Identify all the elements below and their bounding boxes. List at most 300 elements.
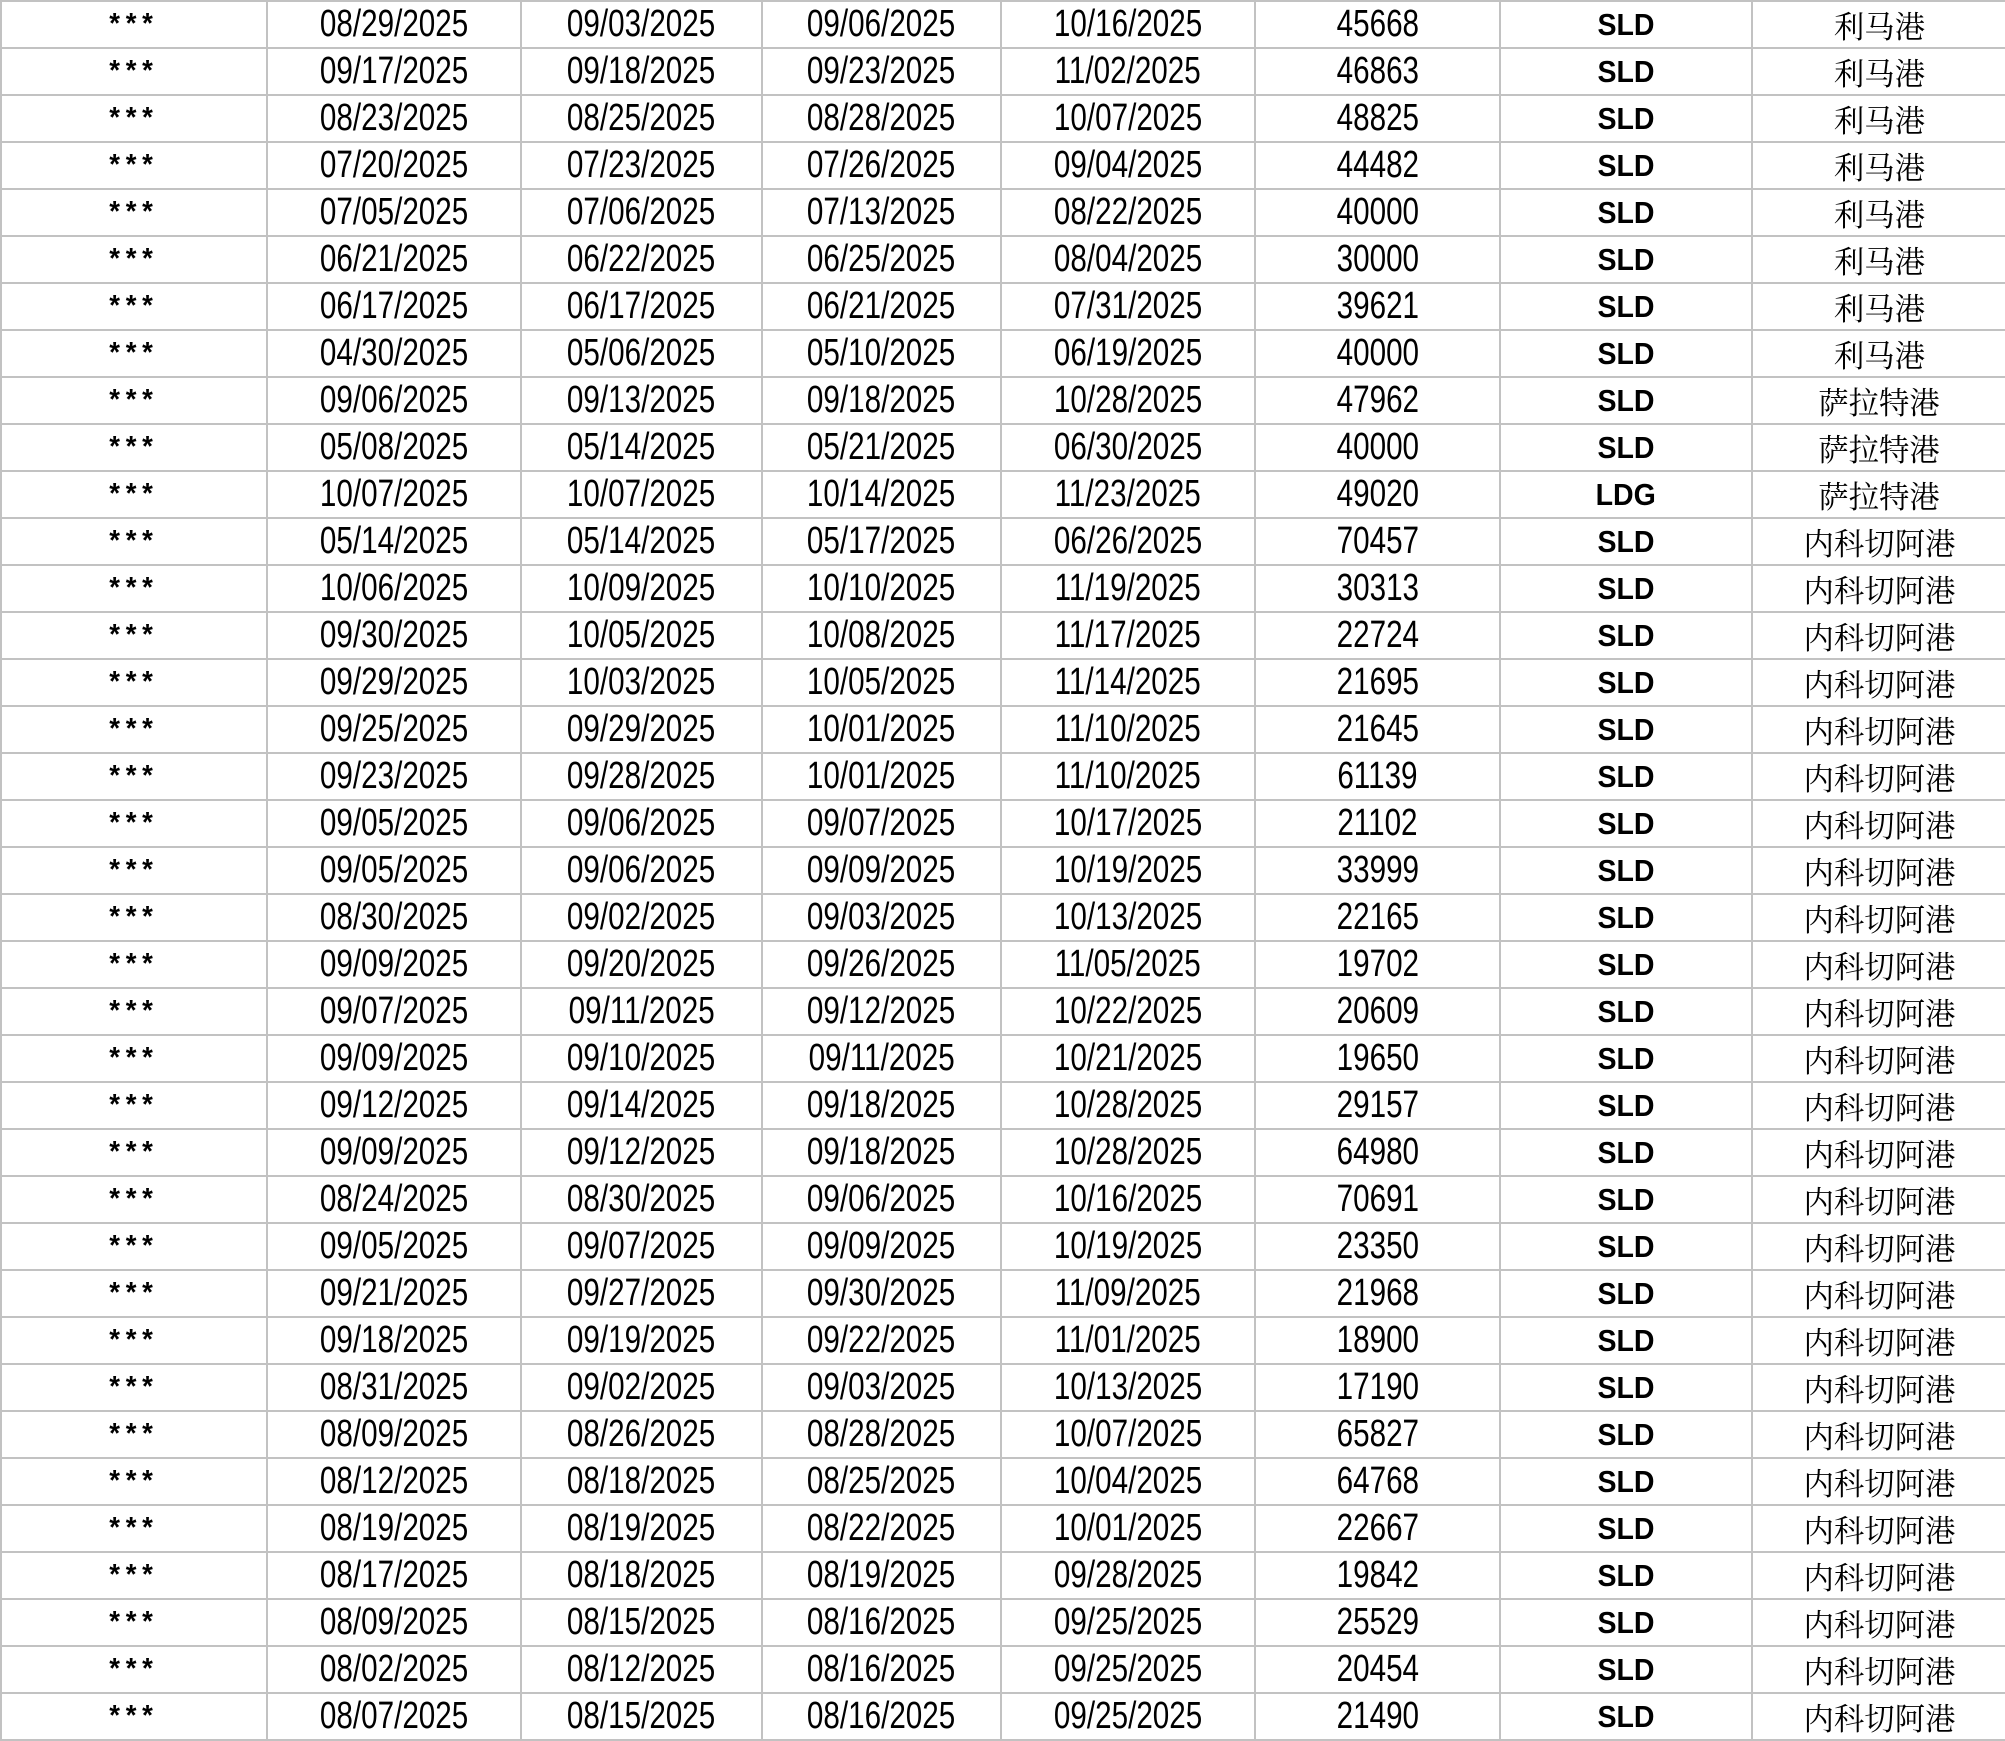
status-text: SLD — [1597, 1557, 1655, 1593]
date-2-cell[interactable] — [521, 565, 762, 612]
date-1-cell[interactable] — [267, 142, 521, 189]
status-cell[interactable] — [1500, 753, 1752, 800]
masked-id-cell[interactable] — [1, 1, 267, 48]
quantity-cell[interactable] — [1255, 1599, 1500, 1646]
masked-id-cell[interactable] — [1, 565, 267, 612]
quantity-cell[interactable] — [1255, 706, 1500, 753]
status-cell[interactable] — [1500, 1223, 1752, 1270]
date-4-cell[interactable] — [1001, 424, 1255, 471]
port-cell[interactable] — [1752, 941, 2005, 988]
port-cell[interactable] — [1752, 1552, 2005, 1599]
port-cell[interactable] — [1752, 1129, 2005, 1176]
quantity-cell[interactable] — [1255, 142, 1500, 189]
quantity-cell[interactable] — [1255, 800, 1500, 847]
date-4-cell[interactable] — [1001, 95, 1255, 142]
masked-id-cell[interactable] — [1, 800, 267, 847]
date-1-cell[interactable] — [267, 1599, 521, 1646]
port-cell[interactable] — [1752, 753, 2005, 800]
date-2-cell[interactable] — [521, 1129, 762, 1176]
date-3-cell[interactable] — [762, 612, 1001, 659]
date-1-cell[interactable] — [267, 1223, 521, 1270]
date-2-cell[interactable] — [521, 1, 762, 48]
date-3-cell[interactable] — [762, 941, 1001, 988]
status-cell[interactable] — [1500, 847, 1752, 894]
masked-id-cell[interactable] — [1, 48, 267, 95]
status-cell[interactable] — [1500, 48, 1752, 95]
date-1-cell[interactable] — [267, 659, 521, 706]
date-3-cell[interactable] — [762, 1223, 1001, 1270]
masked-id-cell[interactable] — [1, 95, 267, 142]
date-2-cell[interactable] — [521, 1270, 762, 1317]
date-2-cell[interactable] — [521, 1176, 762, 1223]
quantity-cell[interactable] — [1255, 1552, 1500, 1599]
date-1-cell[interactable] — [267, 1646, 521, 1693]
quantity-cell[interactable] — [1255, 377, 1500, 424]
date-3-cell[interactable] — [762, 1270, 1001, 1317]
quantity-cell[interactable] — [1255, 565, 1500, 612]
date-2-cell[interactable] — [521, 1364, 762, 1411]
date-4-cell[interactable] — [1001, 1129, 1255, 1176]
port-cell[interactable] — [1752, 377, 2005, 424]
masked-id-cell[interactable] — [1, 988, 267, 1035]
masked-id-cell[interactable] — [1, 377, 267, 424]
status-cell[interactable] — [1500, 706, 1752, 753]
quantity-cell[interactable] — [1255, 471, 1500, 518]
date-2-cell[interactable] — [521, 95, 762, 142]
port-cell[interactable] — [1752, 1458, 2005, 1505]
date-4-cell[interactable] — [1001, 1364, 1255, 1411]
quantity-cell[interactable] — [1255, 518, 1500, 565]
date-4-cell[interactable] — [1001, 1317, 1255, 1364]
status-cell[interactable] — [1500, 95, 1752, 142]
masked-id-cell[interactable] — [1, 1317, 267, 1364]
status-cell[interactable] — [1500, 424, 1752, 471]
date-4-cell[interactable] — [1001, 189, 1255, 236]
date-3-cell[interactable] — [762, 1599, 1001, 1646]
date-4-cell[interactable] — [1001, 659, 1255, 706]
port-cell[interactable] — [1752, 894, 2005, 941]
date-4-cell[interactable] — [1001, 1, 1255, 48]
date-4-cell[interactable] — [1001, 800, 1255, 847]
date-4-cell[interactable] — [1001, 1646, 1255, 1693]
date-4-cell[interactable] — [1001, 142, 1255, 189]
quantity-cell[interactable] — [1255, 189, 1500, 236]
date-1-cell[interactable] — [267, 236, 521, 283]
date-2-cell[interactable] — [521, 48, 762, 95]
date-2-cell[interactable] — [521, 330, 762, 377]
port-cell[interactable] — [1752, 142, 2005, 189]
date-2-cell[interactable] — [521, 189, 762, 236]
port-cell[interactable] — [1752, 471, 2005, 518]
port-cell[interactable] — [1752, 1270, 2005, 1317]
date-2-cell[interactable] — [521, 659, 762, 706]
quantity-cell[interactable] — [1255, 1505, 1500, 1552]
date-2-cell[interactable] — [521, 1646, 762, 1693]
date-3-cell[interactable] — [762, 847, 1001, 894]
quantity-cell[interactable] — [1255, 941, 1500, 988]
date-4-cell[interactable] — [1001, 988, 1255, 1035]
status-cell[interactable] — [1500, 1035, 1752, 1082]
masked-id-cell[interactable] — [1, 1505, 267, 1552]
status-cell[interactable] — [1500, 565, 1752, 612]
date-2-cell[interactable] — [521, 377, 762, 424]
status-cell[interactable] — [1500, 1, 1752, 48]
port-cell[interactable] — [1752, 1599, 2005, 1646]
port-cell[interactable] — [1752, 800, 2005, 847]
masked-id-cell[interactable] — [1, 1458, 267, 1505]
status-cell[interactable] — [1500, 941, 1752, 988]
date-3-cell[interactable] — [762, 706, 1001, 753]
quantity-cell[interactable] — [1255, 48, 1500, 95]
quantity-cell[interactable] — [1255, 894, 1500, 941]
status-cell[interactable] — [1500, 518, 1752, 565]
date-2-cell[interactable] — [521, 1552, 762, 1599]
date-3-cell[interactable] — [762, 1693, 1001, 1740]
masked-id-cell[interactable] — [1, 1364, 267, 1411]
date-2-cell[interactable] — [521, 1317, 762, 1364]
quantity-cell[interactable] — [1255, 1458, 1500, 1505]
date-4-cell[interactable] — [1001, 1693, 1255, 1740]
status-cell[interactable] — [1500, 1411, 1752, 1458]
masked-id-cell[interactable] — [1, 1223, 267, 1270]
quantity-cell[interactable] — [1255, 330, 1500, 377]
port-cell[interactable] — [1752, 988, 2005, 1035]
date-2-cell[interactable] — [521, 1693, 762, 1740]
date-2-cell[interactable] — [521, 518, 762, 565]
masked-id-cell[interactable] — [1, 1176, 267, 1223]
date-3-cell[interactable] — [762, 1411, 1001, 1458]
quantity-cell[interactable] — [1255, 1176, 1500, 1223]
date-1-cell[interactable] — [267, 471, 521, 518]
quantity-cell[interactable] — [1255, 988, 1500, 1035]
date-4-cell[interactable] — [1001, 1176, 1255, 1223]
date-3-cell[interactable] — [762, 471, 1001, 518]
status-cell[interactable] — [1500, 1176, 1752, 1223]
masked-id-cell[interactable] — [1, 1552, 267, 1599]
date-3-cell[interactable] — [762, 424, 1001, 471]
date-1-cell[interactable] — [267, 95, 521, 142]
port-cell[interactable] — [1752, 518, 2005, 565]
date-1-cell[interactable] — [267, 1364, 521, 1411]
masked-id-cell[interactable] — [1, 189, 267, 236]
quantity-cell[interactable] — [1255, 1035, 1500, 1082]
status-cell[interactable] — [1500, 1364, 1752, 1411]
date-2-cell[interactable] — [521, 1223, 762, 1270]
date-4-cell[interactable] — [1001, 894, 1255, 941]
status-cell[interactable] — [1500, 1129, 1752, 1176]
date-1-cell[interactable] — [267, 1411, 521, 1458]
quantity-cell[interactable] — [1255, 95, 1500, 142]
masked-id-cell[interactable] — [1, 142, 267, 189]
port-cell[interactable] — [1752, 1317, 2005, 1364]
masked-id-cell[interactable] — [1, 1646, 267, 1693]
date-3-cell[interactable] — [762, 1129, 1001, 1176]
date-4-cell[interactable] — [1001, 1035, 1255, 1082]
port-cell[interactable] — [1752, 1035, 2005, 1082]
date-2-cell[interactable] — [521, 941, 762, 988]
masked-id-cell[interactable] — [1, 1270, 267, 1317]
quantity-cell[interactable] — [1255, 1129, 1500, 1176]
status-cell[interactable] — [1500, 189, 1752, 236]
date-1-cell[interactable] — [267, 330, 521, 377]
date-1-cell[interactable] — [267, 565, 521, 612]
port-cell[interactable] — [1752, 95, 2005, 142]
masked-id-cell[interactable] — [1, 1599, 267, 1646]
status-cell[interactable] — [1500, 1317, 1752, 1364]
date-2-cell[interactable] — [521, 800, 762, 847]
date-1-cell[interactable] — [267, 189, 521, 236]
date-1-cell[interactable] — [267, 753, 521, 800]
masked-id-cell[interactable] — [1, 941, 267, 988]
masked-id-cell[interactable] — [1, 236, 267, 283]
date-1-cell[interactable] — [267, 988, 521, 1035]
date-2-cell[interactable] — [521, 1035, 762, 1082]
date-4-cell[interactable] — [1001, 236, 1255, 283]
date-3-cell[interactable] — [762, 142, 1001, 189]
quantity-cell[interactable] — [1255, 1223, 1500, 1270]
masked-id-cell[interactable] — [1, 659, 267, 706]
date-3-cell[interactable] — [762, 1317, 1001, 1364]
date-1-cell[interactable] — [267, 518, 521, 565]
status-cell[interactable] — [1500, 988, 1752, 1035]
date-3-cell[interactable] — [762, 565, 1001, 612]
date-3-cell[interactable] — [762, 1176, 1001, 1223]
date-3-cell[interactable] — [762, 95, 1001, 142]
date-1-cell[interactable] — [267, 847, 521, 894]
quantity-cell[interactable] — [1255, 659, 1500, 706]
quantity-cell[interactable] — [1255, 1082, 1500, 1129]
status-cell[interactable] — [1500, 283, 1752, 330]
port-cell[interactable] — [1752, 1693, 2005, 1740]
date-4-cell[interactable] — [1001, 1411, 1255, 1458]
date-1-cell[interactable] — [267, 424, 521, 471]
port-cell[interactable] — [1752, 1223, 2005, 1270]
status-cell[interactable] — [1500, 894, 1752, 941]
port-cell[interactable] — [1752, 565, 2005, 612]
date-2-cell[interactable] — [521, 1458, 762, 1505]
date-1-cell[interactable] — [267, 800, 521, 847]
quantity-cell[interactable] — [1255, 1693, 1500, 1740]
date-1-cell[interactable] — [267, 1129, 521, 1176]
masked-id-cell[interactable] — [1, 518, 267, 565]
quantity-cell[interactable] — [1255, 1411, 1500, 1458]
date-2-cell[interactable] — [521, 236, 762, 283]
status-cell[interactable] — [1500, 1082, 1752, 1129]
port-cell[interactable] — [1752, 283, 2005, 330]
masked-id-cell[interactable] — [1, 1411, 267, 1458]
masked-id-cell[interactable] — [1, 753, 267, 800]
date-1-cell[interactable] — [267, 1, 521, 48]
quantity-cell[interactable] — [1255, 283, 1500, 330]
date-3-cell[interactable] — [762, 330, 1001, 377]
date-4-cell[interactable] — [1001, 1458, 1255, 1505]
date-4-cell[interactable] — [1001, 941, 1255, 988]
quantity-cell[interactable] — [1255, 753, 1500, 800]
masked-id-cell[interactable] — [1, 1693, 267, 1740]
quantity-cell[interactable] — [1255, 1, 1500, 48]
masked-id-cell[interactable] — [1, 283, 267, 330]
date-2-cell[interactable] — [521, 471, 762, 518]
port-cell[interactable] — [1752, 612, 2005, 659]
masked-id-cell[interactable] — [1, 1129, 267, 1176]
port-cell[interactable] — [1752, 706, 2005, 753]
date-4-cell[interactable] — [1001, 565, 1255, 612]
date-1-cell[interactable] — [267, 894, 521, 941]
date-1-cell[interactable] — [267, 377, 521, 424]
date-3-cell[interactable] — [762, 518, 1001, 565]
masked-id-cell[interactable] — [1, 330, 267, 377]
date-2-cell[interactable] — [521, 424, 762, 471]
date-3-cell[interactable] — [762, 659, 1001, 706]
date-3-cell[interactable] — [762, 283, 1001, 330]
port-cell[interactable] — [1752, 189, 2005, 236]
date-3-cell[interactable] — [762, 48, 1001, 95]
date-3-cell[interactable] — [762, 800, 1001, 847]
date-1-cell[interactable] — [267, 1505, 521, 1552]
date-4-cell[interactable] — [1001, 518, 1255, 565]
status-cell[interactable] — [1500, 1693, 1752, 1740]
date-1-cell[interactable] — [267, 1693, 521, 1740]
date-3-cell[interactable] — [762, 1505, 1001, 1552]
quantity-cell[interactable] — [1255, 612, 1500, 659]
date-2-cell[interactable] — [521, 283, 762, 330]
date-3-cell[interactable] — [762, 1458, 1001, 1505]
port-cell[interactable] — [1752, 424, 2005, 471]
port-cell[interactable] — [1752, 1176, 2005, 1223]
status-cell[interactable] — [1500, 236, 1752, 283]
status-cell[interactable] — [1500, 471, 1752, 518]
date-4-cell[interactable] — [1001, 1082, 1255, 1129]
quantity-cell[interactable] — [1255, 424, 1500, 471]
status-cell[interactable] — [1500, 330, 1752, 377]
status-cell[interactable] — [1500, 377, 1752, 424]
date-2-cell[interactable] — [521, 1505, 762, 1552]
date-4-cell[interactable] — [1001, 377, 1255, 424]
masked-id-cell[interactable] — [1, 706, 267, 753]
date-2-cell[interactable] — [521, 1599, 762, 1646]
date-3-cell[interactable] — [762, 1, 1001, 48]
date-4-cell[interactable] — [1001, 847, 1255, 894]
date-1-cell[interactable] — [267, 941, 521, 988]
date-2-cell[interactable] — [521, 612, 762, 659]
date-4-cell[interactable] — [1001, 330, 1255, 377]
port-cell[interactable] — [1752, 330, 2005, 377]
date-3-cell[interactable] — [762, 988, 1001, 1035]
port-cell[interactable] — [1752, 847, 2005, 894]
port-text: 萨拉特港 — [1818, 480, 1940, 515]
date-4-cell[interactable] — [1001, 1223, 1255, 1270]
status-cell[interactable] — [1500, 612, 1752, 659]
quantity-cell[interactable] — [1255, 1646, 1500, 1693]
date-3-cell[interactable] — [762, 753, 1001, 800]
masked-id-cell[interactable] — [1, 894, 267, 941]
date-4-cell[interactable] — [1001, 1599, 1255, 1646]
date-3-cell[interactable] — [762, 1552, 1001, 1599]
date-3-text: 09/26/2025 — [807, 943, 956, 985]
date-2-cell[interactable] — [521, 753, 762, 800]
date-3-cell[interactable] — [762, 894, 1001, 941]
date-2-cell[interactable] — [521, 894, 762, 941]
date-3-cell[interactable] — [762, 1035, 1001, 1082]
date-2-text: 08/25/2025 — [567, 97, 716, 139]
masked-id-cell[interactable] — [1, 424, 267, 471]
date-4-cell[interactable] — [1001, 48, 1255, 95]
date-1-cell[interactable] — [267, 283, 521, 330]
date-1-cell[interactable] — [267, 1552, 521, 1599]
port-cell[interactable] — [1752, 659, 2005, 706]
status-cell[interactable] — [1500, 142, 1752, 189]
date-1-cell[interactable] — [267, 1082, 521, 1129]
date-4-cell[interactable] — [1001, 706, 1255, 753]
status-cell[interactable] — [1500, 1552, 1752, 1599]
date-4-cell[interactable] — [1001, 1505, 1255, 1552]
port-cell[interactable] — [1752, 1646, 2005, 1693]
status-cell[interactable] — [1500, 1599, 1752, 1646]
quantity-cell[interactable] — [1255, 1317, 1500, 1364]
date-1-cell[interactable] — [267, 1317, 521, 1364]
masked-id-cell[interactable] — [1, 847, 267, 894]
date-4-cell[interactable] — [1001, 753, 1255, 800]
port-cell[interactable] — [1752, 48, 2005, 95]
date-2-cell[interactable] — [521, 142, 762, 189]
status-cell[interactable] — [1500, 1270, 1752, 1317]
quantity-cell[interactable] — [1255, 1364, 1500, 1411]
date-1-cell[interactable] — [267, 48, 521, 95]
date-2-cell[interactable] — [521, 988, 762, 1035]
status-cell[interactable] — [1500, 1458, 1752, 1505]
masked-id-cell[interactable] — [1, 1035, 267, 1082]
port-cell[interactable] — [1752, 1, 2005, 48]
port-cell[interactable] — [1752, 1364, 2005, 1411]
date-1-cell[interactable] — [267, 1458, 521, 1505]
date-2-cell[interactable] — [521, 847, 762, 894]
masked-id-cell[interactable] — [1, 612, 267, 659]
status-cell[interactable] — [1500, 1646, 1752, 1693]
port-cell[interactable] — [1752, 236, 2005, 283]
date-1-cell[interactable] — [267, 1035, 521, 1082]
date-1-cell[interactable] — [267, 612, 521, 659]
date-3-cell[interactable] — [762, 1646, 1001, 1693]
masked-id-cell[interactable] — [1, 471, 267, 518]
date-3-cell[interactable] — [762, 377, 1001, 424]
date-3-cell[interactable] — [762, 189, 1001, 236]
date-2-cell[interactable] — [521, 1082, 762, 1129]
port-cell[interactable] — [1752, 1505, 2005, 1552]
port-cell[interactable] — [1752, 1411, 2005, 1458]
status-cell[interactable] — [1500, 659, 1752, 706]
date-1-cell[interactable] — [267, 706, 521, 753]
date-1-cell[interactable] — [267, 1176, 521, 1223]
date-2-cell[interactable] — [521, 706, 762, 753]
port-cell[interactable] — [1752, 1082, 2005, 1129]
date-3-cell[interactable] — [762, 236, 1001, 283]
date-3-cell[interactable] — [762, 1082, 1001, 1129]
date-4-cell[interactable] — [1001, 471, 1255, 518]
date-1-cell[interactable] — [267, 1270, 521, 1317]
date-2-cell[interactable] — [521, 1411, 762, 1458]
date-4-cell[interactable] — [1001, 612, 1255, 659]
date-3-cell[interactable] — [762, 1364, 1001, 1411]
quantity-cell[interactable] — [1255, 847, 1500, 894]
status-cell[interactable] — [1500, 800, 1752, 847]
date-4-cell[interactable] — [1001, 1270, 1255, 1317]
quantity-cell[interactable] — [1255, 236, 1500, 283]
date-4-cell[interactable] — [1001, 283, 1255, 330]
masked-id-cell[interactable] — [1, 1082, 267, 1129]
status-cell[interactable] — [1500, 1505, 1752, 1552]
date-4-cell[interactable] — [1001, 1552, 1255, 1599]
quantity-cell[interactable] — [1255, 1270, 1500, 1317]
